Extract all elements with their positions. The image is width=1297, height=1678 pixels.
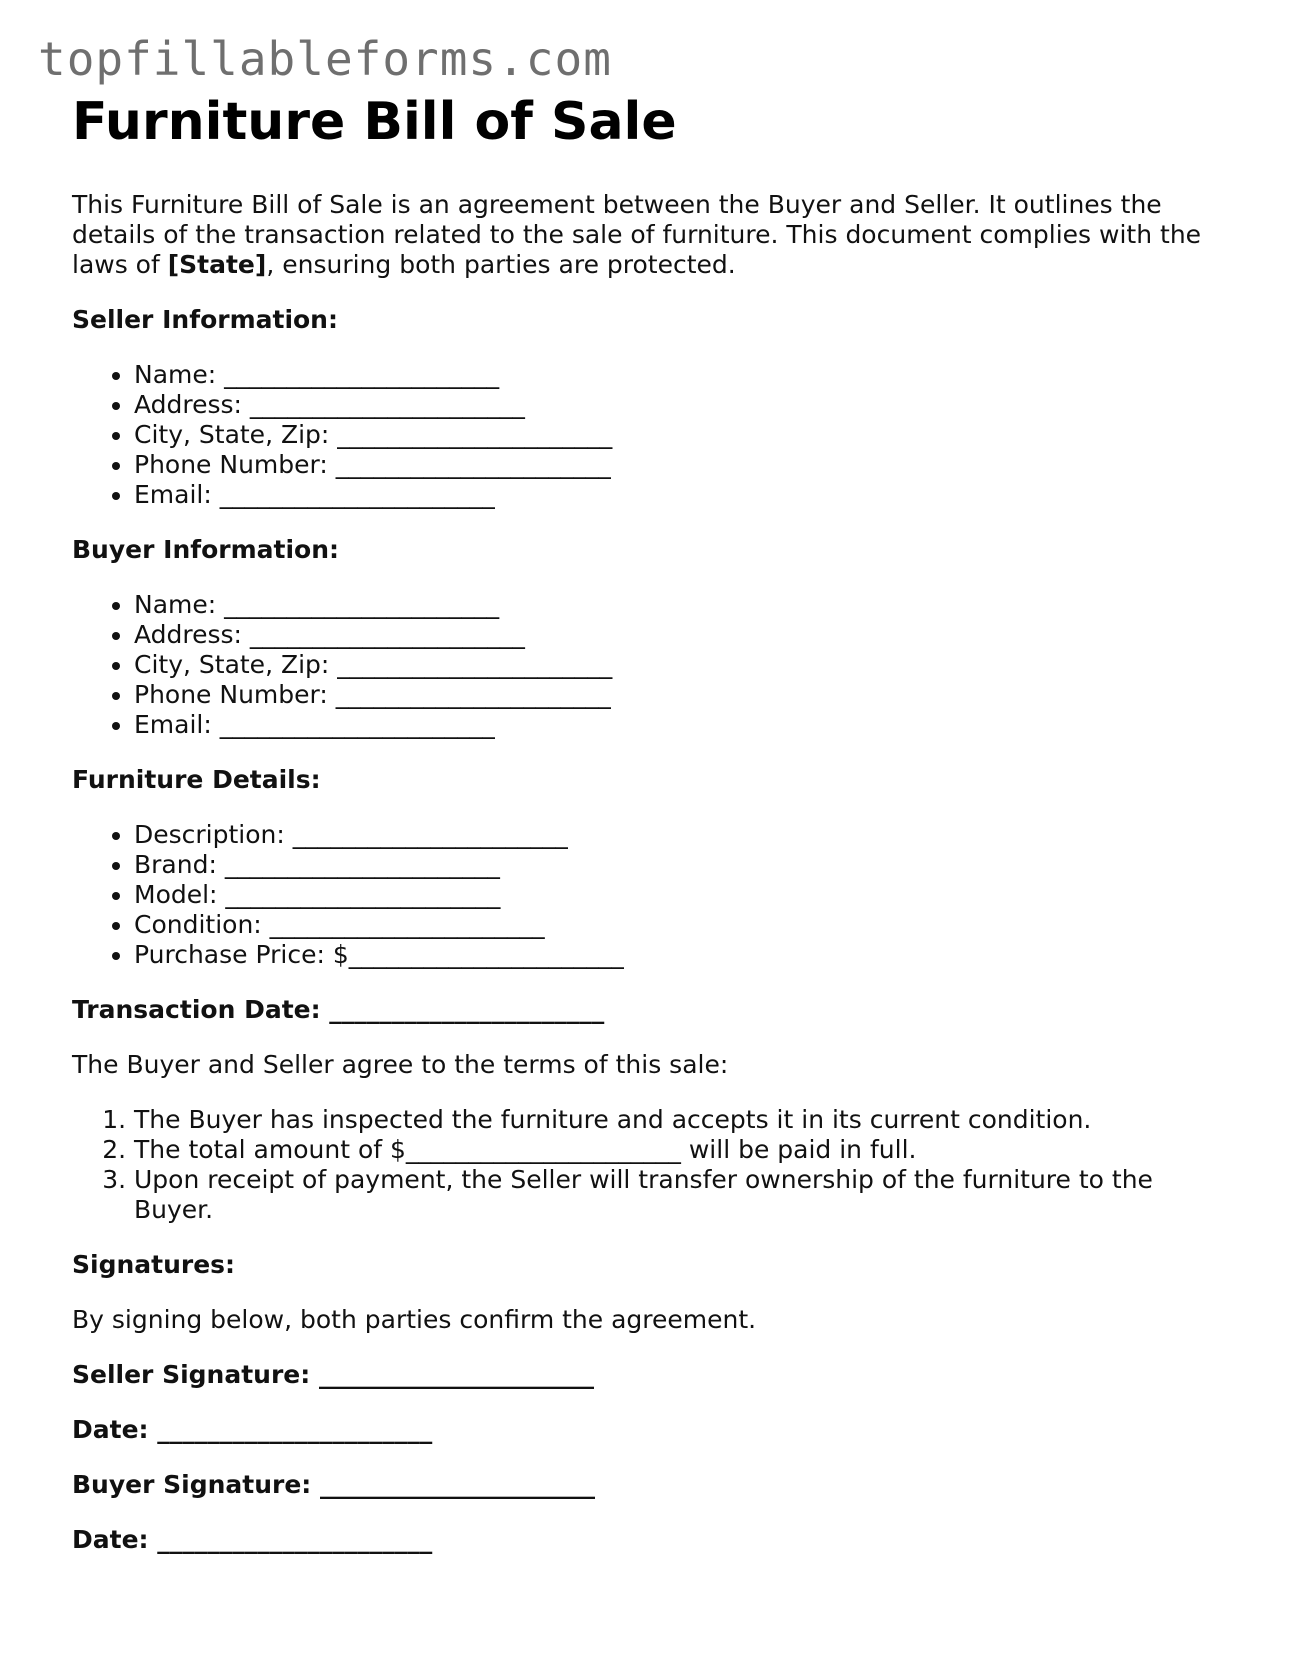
watermark: topfillableforms.com: [38, 32, 612, 86]
furniture-details-list: [72, 820, 1232, 970]
furniture-purchase-price-field[interactable]: • Purchase Price: $______________________: [134, 940, 1232, 970]
term-item: 3. Upon receipt of payment, the Seller will transfer ownership of the furniture to the Buyer.: [134, 1165, 1232, 1225]
seller-address-field[interactable]: • Address: ______________________: [134, 390, 1232, 420]
buyer-name-field[interactable]: • Name: ______________________: [134, 590, 1232, 620]
term-item: 1. The Buyer has inspected the furniture and accepts it in its current condition.: [134, 1105, 1232, 1135]
seller-name-field[interactable]: • Name: ______________________: [134, 360, 1232, 390]
buyer-city-state-zip-field[interactable]: • City, State, Zip: ______________________: [134, 650, 1232, 680]
furniture-brand-field[interactable]: • Brand: ______________________: [134, 850, 1232, 880]
buyer-phone-field[interactable]: • Phone Number: ______________________: [134, 680, 1232, 710]
buyer-info-heading: Buyer Information:: [72, 535, 340, 564]
furniture-model-field[interactable]: • Model: ______________________: [134, 880, 1232, 910]
buyer-date-field[interactable]: Date: ______________________: [72, 1525, 433, 1554]
buyer-address-field[interactable]: • Address: ______________________: [134, 620, 1232, 650]
buyer-signature-field[interactable]: Buyer Signature: ______________________: [72, 1470, 596, 1499]
seller-signature-field[interactable]: Seller Signature: ______________________: [72, 1360, 594, 1389]
page-title: Furniture Bill of Sale: [72, 92, 677, 152]
term-item[interactable]: 2. The total amount of $______________________ will be paid in full.: [134, 1135, 1232, 1165]
intro-text-before: This Furniture Bill of Sale is an agreement between the Buyer and Seller. It outlines the details of the transaction related to the sale of furniture. This document complies with the laws of: [72, 190, 1202, 279]
signatures-heading: Signatures:: [72, 1250, 236, 1279]
furniture-details-heading: Furniture Details:: [72, 765, 321, 794]
terms-list: [72, 1105, 1232, 1225]
seller-email-field[interactable]: • Email: ______________________: [134, 480, 1232, 510]
terms-intro: The Buyer and Seller agree to the terms of this sale:: [72, 1050, 729, 1079]
signatures-text: By signing below, both parties confirm the agreement.: [72, 1305, 757, 1334]
seller-date-field[interactable]: Date: ______________________: [72, 1415, 433, 1444]
buyer-info-list: [72, 590, 1232, 740]
intro-text-after: , ensuring both parties are protected.: [266, 250, 736, 279]
seller-phone-field[interactable]: • Phone Number: ______________________: [134, 450, 1232, 480]
seller-info-heading: Seller Information:: [72, 305, 338, 334]
furniture-condition-field[interactable]: • Condition: ______________________: [134, 910, 1232, 940]
furniture-description-field[interactable]: • Description: ______________________: [134, 820, 1232, 850]
state-placeholder: [State]: [167, 250, 267, 279]
transaction-date-field[interactable]: Transaction Date: ______________________: [72, 995, 605, 1024]
buyer-email-field[interactable]: • Email: ______________________: [134, 710, 1232, 740]
intro-paragraph: [72, 190, 1232, 280]
document: [72, 92, 1232, 1555]
seller-info-list: [72, 360, 1232, 510]
seller-city-state-zip-field[interactable]: • City, State, Zip: ______________________: [134, 420, 1232, 450]
